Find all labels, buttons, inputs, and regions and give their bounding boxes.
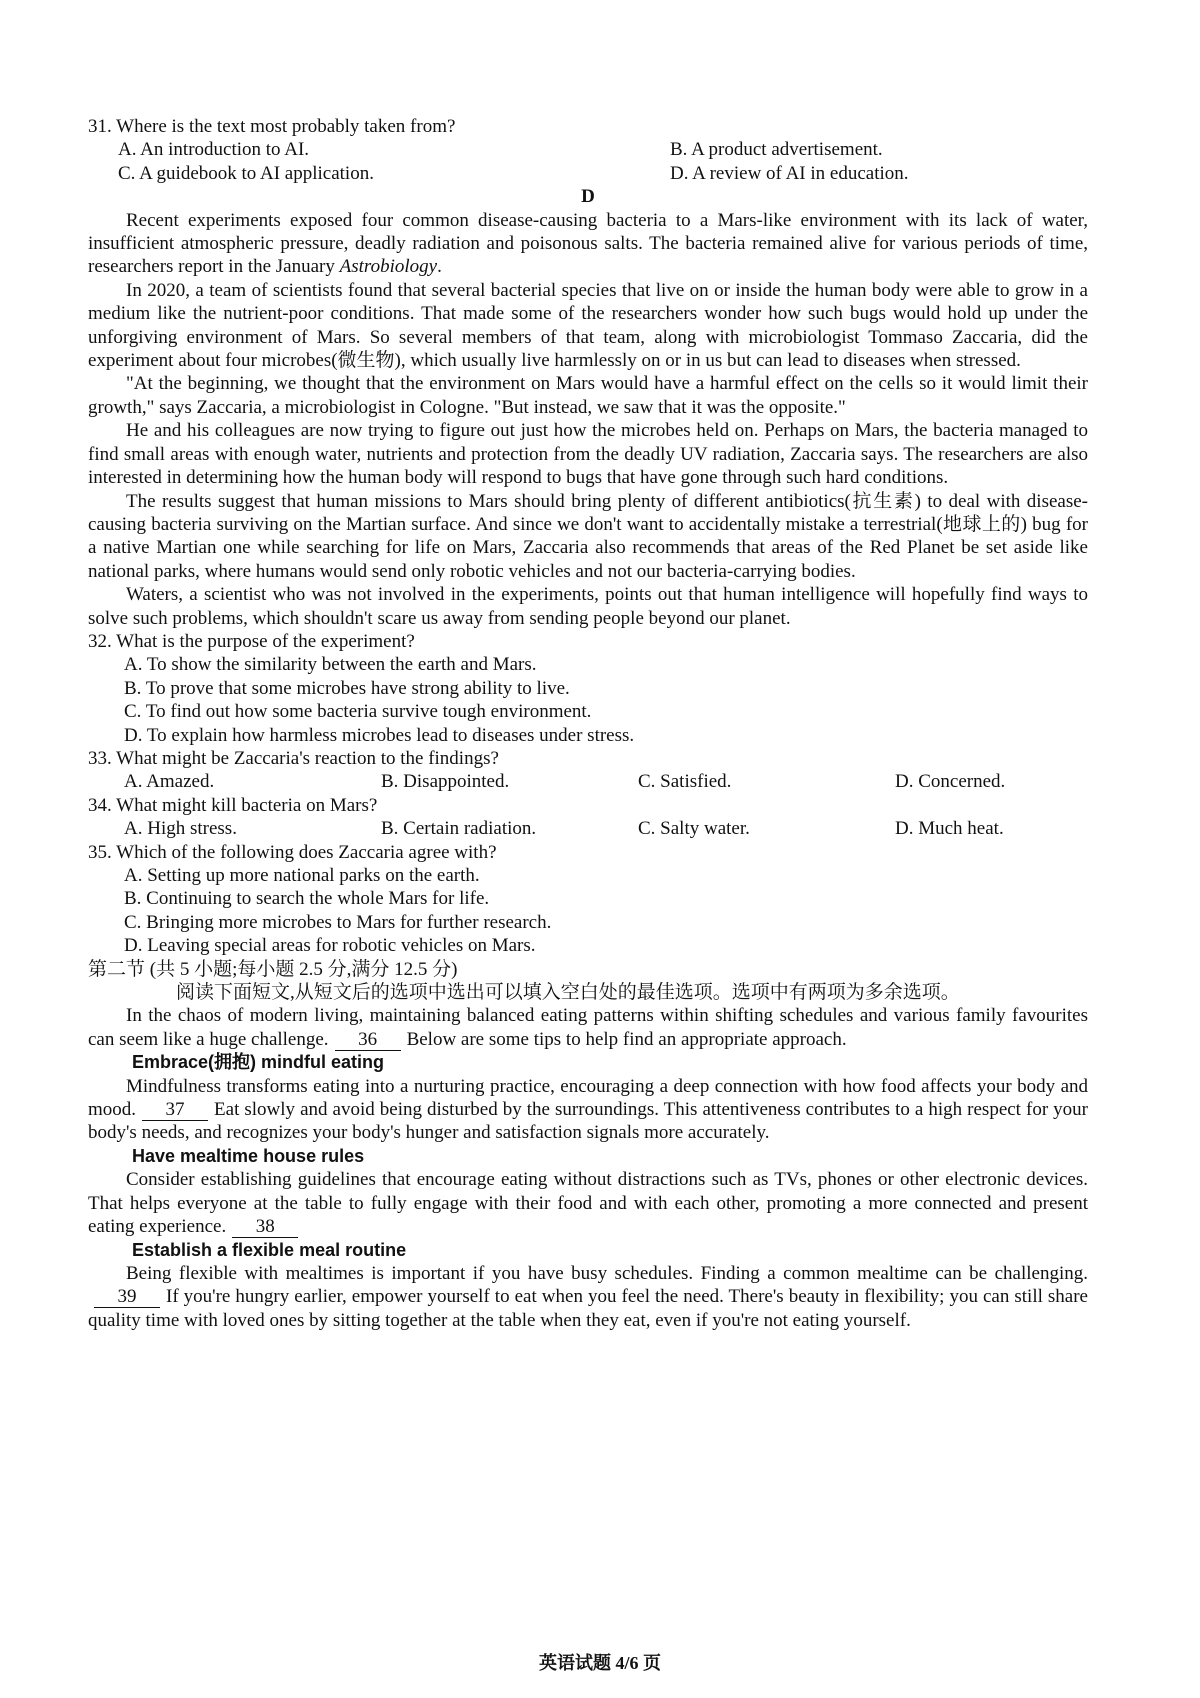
question-31 <box>88 115 1088 185</box>
question-33 <box>88 747 1088 794</box>
option-a: A. High stress. <box>124 818 237 840</box>
option-b: B. Disappointed. <box>381 771 510 793</box>
subheading: Have mealtime house rules <box>132 1145 365 1166</box>
question-35 <box>88 841 1088 958</box>
paragraph: "At the beginning, we thought that the environment on Mars would have a harmful effect on the cells so it would limit their growth," says Zaccaria, a microbiologist in Cologne. "But instead, we saw that it was the opposite." <box>88 373 1088 418</box>
option-a: A. Setting up more national parks on the earth. <box>124 865 480 886</box>
text: Recent experiments exposed four common disease-causing bacteria to a Mars-like environment with its lack of water, insufficient atmospheric pressure, deadly radiation and poisonous salts. The bacteria remained alive for various periods of time, researchers report in the January <box>88 209 1088 278</box>
option-d: D. To explain how harmless microbes lead to diseases under stress. <box>124 724 635 746</box>
paragraph: Waters, a scientist who was not involved in the experiments, points out that human intelligence will hopefully find ways to solve such problems, which shouldn't scare us away from sending people beyond our planet. <box>88 584 1088 629</box>
page-content <box>88 115 1088 1332</box>
passage-label: D <box>581 186 595 208</box>
section-instruction: 阅读下面短文,从短文后的选项中选出可以填入空白处的最佳选项。选项中有两项为多余选项。 <box>176 982 960 1004</box>
option-c: C. To find out how some bacteria survive tough environment. <box>124 701 592 723</box>
text: In the chaos of modern living, maintaining balanced eating patterns within shifting schedules and various family favourites can seem like a huge challenge. <box>88 1005 1088 1050</box>
text: Eat slowly and avoid being disturbed by the surroundings. This attentiveness contributes to a high respect for your body's needs, and recognizes your body's hunger and satisfaction signals more accurately. <box>88 1099 1088 1144</box>
question-34 <box>88 794 1088 841</box>
subheading: Embrace(拥抱) mindful eating <box>132 1052 385 1073</box>
page-footer: 英语试题 4/6 页 <box>538 1653 661 1673</box>
option-b: B. To prove that some microbes have strong ability to live. <box>124 677 570 699</box>
option-c: C. A guidebook to AI application. <box>118 162 374 184</box>
option-d: D. Much heat. <box>895 818 1004 840</box>
paragraph <box>88 1075 1088 1145</box>
paragraph <box>88 1168 1088 1238</box>
passage-d <box>88 209 1088 630</box>
paragraph <box>88 209 1088 279</box>
option-a: A. An introduction to AI. <box>118 139 310 161</box>
question-32 <box>88 630 1088 747</box>
option-d: D. Leaving special areas for robotic vehicles on Mars. <box>124 935 536 957</box>
option-c: C. Satisfied. <box>638 771 732 793</box>
option-b: B. Continuing to search the whole Mars for life. <box>124 888 490 910</box>
option-b: B. A product advertisement. <box>670 139 883 161</box>
text: . <box>437 256 442 278</box>
options <box>88 770 1088 793</box>
option-a: A. Amazed. <box>124 771 215 793</box>
paragraph <box>88 1262 1088 1332</box>
question-stem: 31. Where is the text most probably taken from? <box>88 116 456 137</box>
question-stem: 32. What is the purpose of the experiment? <box>88 630 415 652</box>
text: Being flexible with mealtimes is important if you have busy schedules. Finding a common mealtime can be challenging. <box>126 1262 1088 1284</box>
blank-39: 39 <box>94 1287 160 1308</box>
options <box>88 138 1088 185</box>
journal-name: Astrobiology <box>339 256 438 278</box>
options <box>88 817 1088 840</box>
paragraph: He and his colleagues are now trying to figure out just how the microbes held on. Perhaps on Mars, the bacteria managed to find small areas with enough water, nutrients and protection from the deadly UV radiation, Zaccaria says. The researchers are also interested in determining how the human body will respond to bugs that have gone through such hard conditions. <box>88 420 1088 489</box>
question-stem: 33. What might be Zaccaria's reaction to the findings? <box>88 747 499 769</box>
option-a: A. To show the similarity between the earth and Mars. <box>124 654 537 676</box>
blank-38: 38 <box>232 1217 298 1238</box>
blank-36: 36 <box>335 1030 401 1051</box>
question-stem: 34. What might kill bacteria on Mars? <box>88 794 378 816</box>
text: Mindfulness transforms eating into a nurturing practice, encouraging a deep connection with how food affects your body and mood. <box>88 1075 1088 1121</box>
option-d: D. Concerned. <box>895 771 1006 793</box>
text: Below are some tips to help find an appropriate approach. <box>406 1028 847 1050</box>
section-header: 第二节 (共 5 小题;每小题 2.5 分,满分 12.5 分) <box>88 958 458 980</box>
blank-37: 37 <box>142 1100 208 1121</box>
paragraph: In 2020, a team of scientists found that several bacterial species that live on or inside the human body were able to grow in a medium like the nutrient-poor conditions. That made some of the researchers wonder how such bugs would hold up under the unforgiving environment of Mars. So several members of that team, along with microbiologist Tommaso Zaccaria, did the experiment about four microbes(微生物), which usually live harmlessly on or in us but can lead to diseases when stressed. <box>88 279 1088 372</box>
option-d: D. A review of AI in education. <box>670 162 909 184</box>
paragraph <box>88 1004 1088 1051</box>
option-c: C. Salty water. <box>638 818 750 840</box>
option-c: C. Bringing more microbes to Mars for further research. <box>124 911 552 933</box>
paragraph: The results suggest that human missions to Mars should bring plenty of different antibiotics(抗生素) to deal with disease-causing bacteria surviving on the Martian surface. And since we don't want to accidentally mistake a terrestrial(地球上的) bug for a native Martian one while searching for life on Mars, Zaccaria also recommends that areas of the Red Planet be set aside like national parks, where humans would send only robotic vehicles and not our bacteria-carrying bodies. <box>88 490 1088 582</box>
option-b: B. Certain radiation. <box>381 818 537 840</box>
question-stem: 35. Which of the following does Zaccaria agree with? <box>88 841 497 863</box>
text: If you're hungry earlier, empower yourself to eat when you feel the need. There's beauty in flexibility; you can still share quality time with loved ones by sitting together at the table when they eat, even if you're not eating yourself. <box>88 1286 1088 1331</box>
text: Consider establishing guidelines that encourage eating without distractions such as TVs, phones or other electronic devices. That helps everyone at the table to fully engage with their food and with each other, promoting a more connected and present eating experience. <box>88 1169 1088 1238</box>
subheading: Establish a flexible meal routine <box>132 1239 407 1260</box>
section-two <box>88 958 1088 1333</box>
